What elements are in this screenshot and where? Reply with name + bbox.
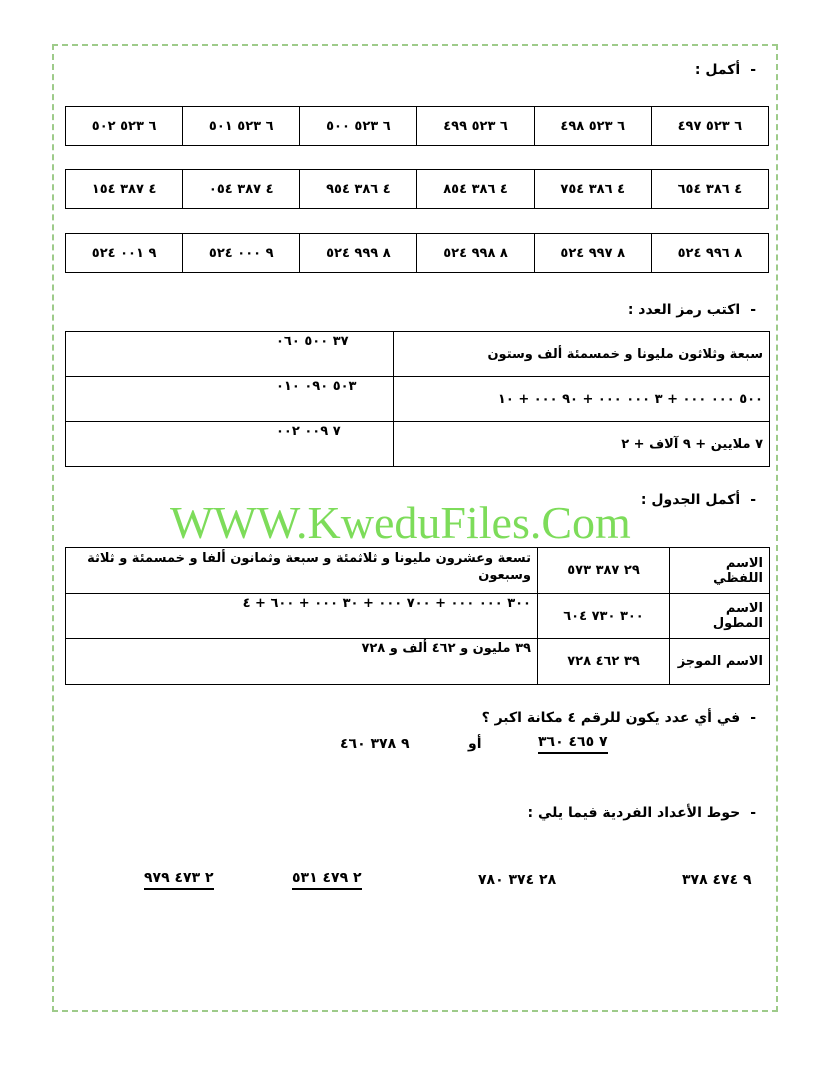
section2-heading: -اكتب رمز العدد : (627, 302, 756, 318)
number-item: ٢ ٤٧٩ ٥٣١ (292, 870, 362, 890)
table-cell: ٨ ٩٩٨ ٥٢٤ (417, 234, 534, 273)
table-cell: ٦ ٥٢٣ ٤٩٩ (417, 107, 534, 146)
section3-heading: -أكمل الجدول : (640, 492, 756, 508)
section2-title: اكتب رمز العدد : (627, 302, 741, 318)
value-cell: تسعة وعشرون مليونا و ثلاثمئة و سبعة وثمانون ألفا و خمسمئة و ثلاثة وسبعون (66, 548, 538, 594)
section4-heading: -في أي عدد يكون للرقم ٤ مكانة اكبر ؟ (481, 710, 756, 726)
question-cell: سبعة وثلاثون مليونا و خمسمئة ألف وستون (394, 332, 770, 377)
table-cell: ٩ ٠٠٠ ٥٢٤ (183, 234, 300, 273)
watermark-text: WWW.KweduFiles.Com (170, 497, 631, 548)
table-cell: ٦ ٥٢٣ ٥٠٠ (300, 107, 417, 146)
number-item: ٩ ٤٧٤ ٣٧٨ (682, 872, 752, 888)
table-row (66, 377, 770, 422)
table-cell: ٤ ٣٨٧ ١٥٤ (66, 170, 183, 209)
table-row (66, 639, 770, 685)
table-row (66, 107, 769, 146)
answer-cell: ٣٧ ٥٠٠ ٠٦٠ (66, 332, 394, 377)
option-b-number: ٩ ٣٧٨ ٤٦٠ (340, 736, 410, 752)
label-cell: الاسم اللفظي (670, 548, 770, 594)
number-item: ٢ ٤٧٣ ٩٧٩ (144, 870, 214, 890)
label-cell: الاسم المطول (670, 594, 770, 639)
table-row (66, 422, 770, 467)
table-cell: ٤ ٣٨٦ ٨٥٤ (417, 170, 534, 209)
number-symbol-table (65, 331, 770, 467)
number-cell: ٣٩ ٤٦٢ ٧٢٨ (538, 639, 670, 685)
number-forms-table (65, 547, 770, 685)
question-cell: ٥٠٠ ٠٠٠ ٠٠٠ + ٣ ٠٠٠ ٠٠٠ + ٩٠ ٠٠٠ + ١٠ (394, 377, 770, 422)
table-cell: ٤ ٣٨٦ ٧٥٤ (534, 170, 651, 209)
table-row (66, 594, 770, 639)
sequence-table-1 (65, 106, 769, 146)
table-row (66, 548, 770, 594)
section1-heading: -أكمل : (694, 62, 756, 78)
section1-title: أكمل : (694, 62, 741, 78)
table-cell: ٦ ٥٢٣ ٤٩٧ (651, 107, 768, 146)
table-cell: ٨ ٩٩٦ ٥٢٤ (651, 234, 768, 273)
table-cell: ٦ ٥٢٣ ٥٠١ (183, 107, 300, 146)
number-cell: ٣٠٠ ٧٣٠ ٦٠٤ (538, 594, 670, 639)
table-cell: ٨ ٩٩٩ ٥٢٤ (300, 234, 417, 273)
table-cell: ٤ ٣٨٦ ٦٥٤ (651, 170, 768, 209)
section5-title: حوط الأعداد الفردية فيما يلي : (527, 805, 741, 821)
option-a-number: ٧ ٤٦٥ ٣٦٠ (538, 734, 608, 754)
number-cell: ٢٩ ٣٨٧ ٥٧٣ (538, 548, 670, 594)
answer-cell: ٥٠٣ ٠٩٠ ٠١٠ (66, 377, 394, 422)
table-row (66, 332, 770, 377)
table-cell: ٤ ٣٨٦ ٩٥٤ (300, 170, 417, 209)
value-cell: ٣٩ مليون و ٤٦٢ ألف و ٧٢٨ (66, 639, 538, 685)
or-label: أو (468, 736, 482, 752)
table-cell: ٦ ٥٢٣ ٤٩٨ (534, 107, 651, 146)
table-cell: ٤ ٣٨٧ ٠٥٤ (183, 170, 300, 209)
table-cell: ٩ ٠٠١ ٥٢٤ (66, 234, 183, 273)
value-cell: ٣٠٠ ٠٠٠ ٠٠٠ + ٧٠٠ ٠٠٠ + ٣٠ ٠٠٠ + ٦٠٠ + ٤ (66, 594, 538, 639)
section5-heading: -حوط الأعداد الفردية فيما يلي : (527, 805, 756, 821)
table-cell: ٨ ٩٩٧ ٥٢٤ (534, 234, 651, 273)
question-cell: ٧ ملايين + ٩ آلاف + ٢ (394, 422, 770, 467)
section3-title: أكمل الجدول : (640, 492, 741, 508)
table-row (66, 170, 769, 209)
answer-cell: ٧ ٠٠٩ ٠٠٢ (66, 422, 394, 467)
sequence-table-3 (65, 233, 769, 273)
table-cell: ٦ ٥٢٣ ٥٠٢ (66, 107, 183, 146)
number-item: ٢٨ ٣٧٤ ٧٨٠ (478, 872, 557, 888)
label-cell: الاسم الموجز (670, 639, 770, 685)
section4-question: في أي عدد يكون للرقم ٤ مكانة اكبر ؟ (481, 710, 741, 726)
sequence-table-2 (65, 169, 769, 209)
table-row (66, 234, 769, 273)
